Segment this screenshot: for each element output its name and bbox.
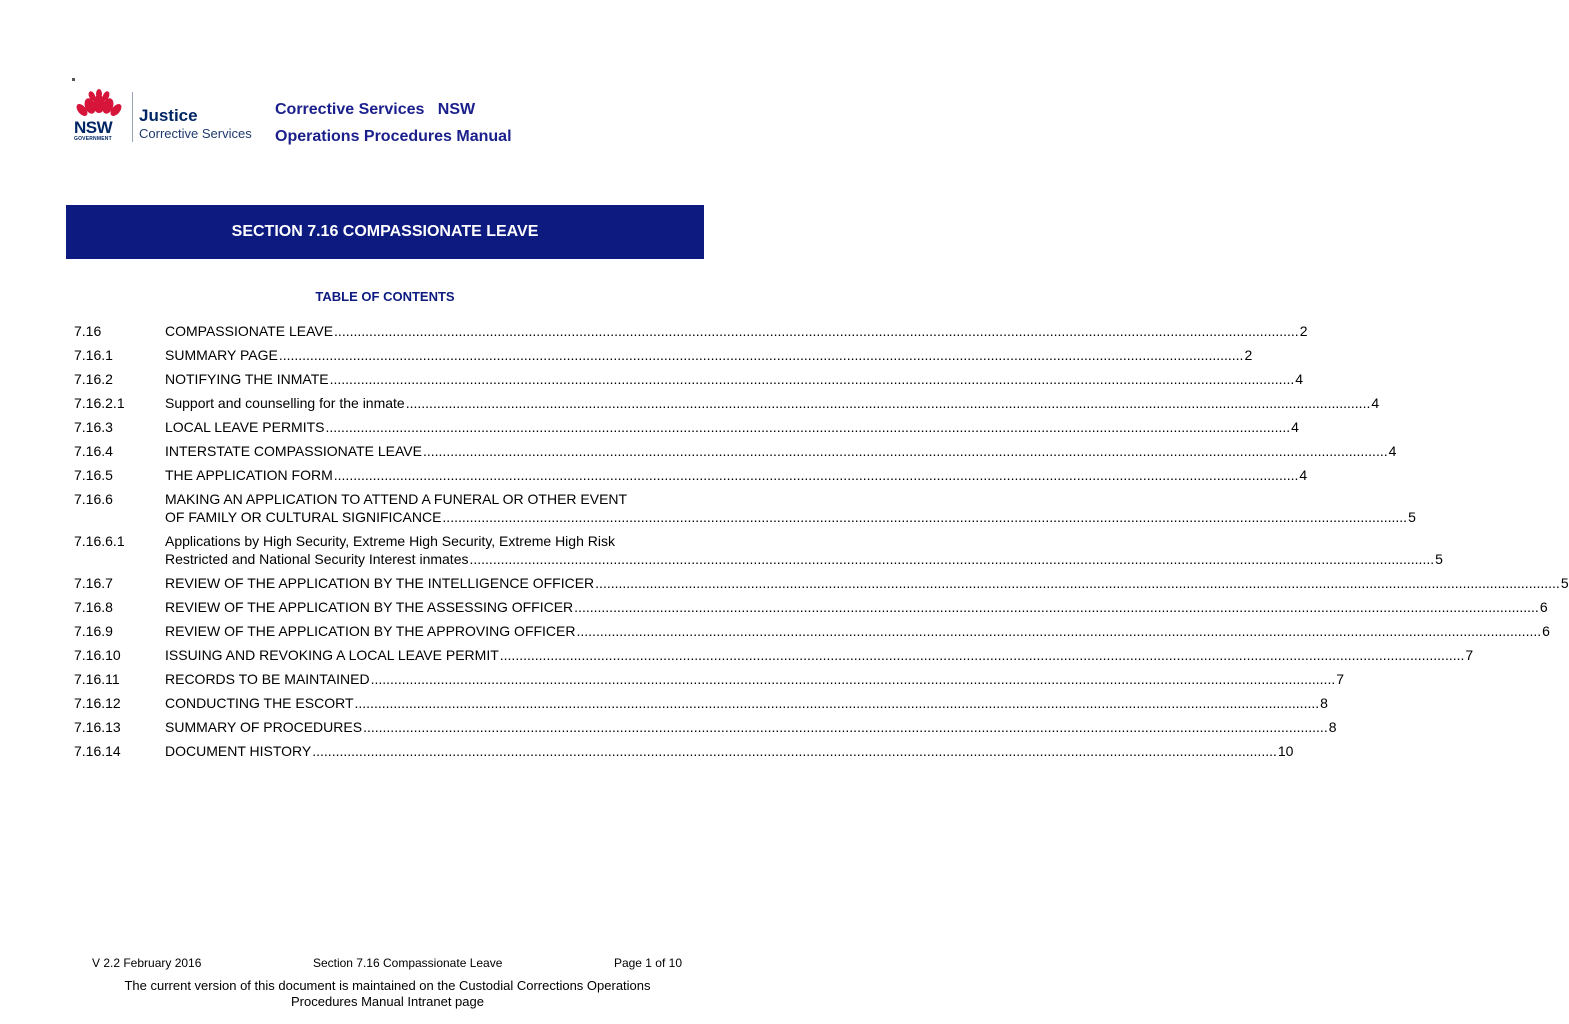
toc-entry-title: REVIEW OF THE APPLICATION BY THE APPROVING OFFICER — [165, 623, 576, 639]
toc-entry[interactable] — [74, 622, 1550, 640]
toc-entry-body — [165, 418, 1299, 436]
toc-entry-body — [165, 442, 1396, 460]
toc-entry-body — [165, 694, 1328, 712]
toc-entry-title: ISSUING AND REVOKING A LOCAL LEAVE PERMIT — [165, 647, 499, 663]
toc-entry[interactable] — [74, 532, 1443, 568]
toc-entry-number: 7.16.2.1 — [74, 395, 125, 411]
toc-entry[interactable] — [74, 322, 1308, 340]
toc-entry-title: LOCAL LEAVE PERMITS — [165, 419, 325, 435]
toc-entry-number: 7.16.2 — [74, 371, 113, 387]
toc-entry-number: 7.16.6.1 — [74, 533, 125, 549]
logo-divider — [132, 92, 133, 142]
toc-entry[interactable] — [74, 574, 1569, 592]
toc-entry-line — [165, 742, 1293, 760]
toc-entry-page: 5 — [1435, 551, 1443, 567]
footer-note: The current version of this document is maintained on the Custodial Corrections Operations Procedures Manual Intranet page — [124, 978, 651, 1009]
toc-leader-dots — [279, 346, 1244, 364]
toc-leader-dots — [500, 646, 1465, 664]
toc-leader-dots — [577, 622, 1542, 640]
toc-entry-number: 7.16 — [74, 323, 102, 339]
toc-entry-page: 4 — [1299, 467, 1308, 483]
toc-entry-title: OF FAMILY OR CULTURAL SIGNIFICANCE — [165, 509, 442, 525]
toc-leader-dots — [312, 742, 1277, 760]
toc-leader-dots — [574, 598, 1539, 616]
toc-entry-body — [165, 346, 1252, 364]
toc-entry-title: SUMMARY PAGE — [165, 347, 278, 363]
toc-entry[interactable] — [74, 670, 1345, 688]
toc-entry-line — [165, 442, 1396, 460]
toc-entry[interactable] — [74, 346, 1253, 364]
toc-entry[interactable] — [74, 646, 1474, 664]
toc-entry-line — [165, 322, 1307, 340]
toc-entry-title: INTERSTATE COMPASSIONATE LEAVE — [165, 443, 422, 459]
toc-entry-number: 7.16.3 — [74, 419, 113, 435]
toc-entry[interactable] — [74, 490, 1416, 526]
toc-entry-number: 7.16.12 — [74, 695, 121, 711]
logo-government-text: GOVERNMENT — [74, 136, 112, 142]
footer-page-number: Page 1 of 10 — [613, 956, 682, 970]
toc-entry-body — [165, 490, 1416, 526]
toc-entry-line — [165, 346, 1252, 364]
toc-entry-line — [165, 370, 1303, 388]
toc-entry-page: 8 — [1328, 719, 1337, 735]
toc-leader-dots — [469, 550, 1434, 568]
toc-entry-title: Restricted and National Security Interest inmates — [165, 551, 469, 567]
toc-entry-page: 8 — [1320, 695, 1328, 711]
toc-entry-line — [165, 508, 1416, 526]
toc-entry-page: 7 — [1336, 671, 1345, 687]
toc-entry-line — [165, 670, 1344, 688]
toc-entry-line — [165, 394, 1379, 412]
logo-justice-text: Justice — [139, 106, 198, 125]
toc-entry-number: 7.16.5 — [74, 467, 113, 483]
toc-entry-number: 7.16.9 — [74, 623, 113, 639]
toc-entry-title: COMPASSIONATE LEAVE — [165, 323, 334, 339]
toc-entry-number: 7.16.11 — [74, 671, 120, 687]
toc-entry-title: THE APPLICATION FORM — [165, 467, 333, 483]
toc-entry-line — [165, 574, 1569, 592]
toc-entry-number: 7.16.4 — [74, 443, 113, 459]
toc-entry[interactable] — [74, 370, 1304, 388]
table-of-contents — [74, 322, 1569, 766]
footer-version: V 2.2 February 2016 — [92, 956, 202, 970]
toc-entry-number: 7.16.13 — [74, 719, 121, 735]
toc-entry-number: 7.16.10 — [74, 647, 121, 663]
toc-entry[interactable] — [74, 394, 1380, 412]
toc-entry-page: 7 — [1465, 647, 1474, 663]
toc-leader-dots — [326, 418, 1291, 436]
toc-entry-body — [165, 742, 1293, 760]
toc-entry[interactable] — [74, 418, 1299, 436]
toc-leader-dots — [423, 442, 1388, 460]
toc-entry-page: 6 — [1539, 599, 1548, 615]
section-title: SECTION 7.16 COMPASSIONATE LEAVE — [231, 223, 539, 240]
toc-entry-number: 7.16.6 — [74, 491, 113, 507]
toc-entry[interactable] — [74, 442, 1397, 460]
toc-entry-number: 7.16.14 — [74, 743, 121, 759]
toc-entry-title: Support and counselling for the inmate — [165, 395, 405, 411]
toc-entry-title: NOTIFYING THE INMATE — [165, 371, 329, 387]
toc-entry-line — [165, 694, 1328, 712]
waratah-icon — [72, 88, 126, 120]
document-header — [275, 96, 512, 150]
toc-entry-body — [165, 598, 1548, 616]
toc-entry-line — [165, 646, 1473, 664]
toc-entry-title: DOCUMENT HISTORY — [165, 743, 312, 759]
toc-entry-line — [165, 598, 1548, 616]
toc-leader-dots — [406, 394, 1371, 412]
page-mark — [72, 78, 75, 81]
toc-leader-dots — [595, 574, 1560, 592]
toc-entry-title: MAKING AN APPLICATION TO ATTEND A FUNERAL OR OTHER EVENT — [165, 491, 628, 507]
toc-entry-number: 7.16.7 — [74, 575, 113, 591]
toc-heading: TABLE OF CONTENTS — [315, 289, 455, 304]
toc-leader-dots — [334, 322, 1299, 340]
toc-entry-body — [165, 532, 1443, 568]
toc-entry-page: 5 — [1560, 575, 1569, 591]
toc-entry[interactable] — [74, 718, 1337, 736]
toc-entry-title: Applications by High Security, Extreme High Security, Extreme High Risk — [165, 533, 615, 549]
toc-entry-body — [165, 670, 1344, 688]
toc-leader-dots — [355, 694, 1320, 712]
toc-entry-body — [165, 574, 1569, 592]
toc-entry-line — [165, 622, 1550, 640]
toc-entry-title: SUMMARY OF PROCEDURES — [165, 719, 363, 735]
toc-entry-line — [165, 550, 1443, 568]
toc-entry[interactable] — [74, 598, 1548, 616]
header-title-line2: Operations Procedures Manual — [275, 128, 512, 145]
toc-entry-body — [165, 622, 1550, 640]
toc-entry-body — [165, 370, 1303, 388]
toc-entry-title: REVIEW OF THE APPLICATION BY THE ASSESSING OFFICER — [165, 599, 574, 615]
toc-entry-number: 7.16.1 — [74, 347, 113, 363]
toc-entry-body — [165, 394, 1379, 412]
page-footer — [92, 956, 682, 970]
toc-entry-page: 2 — [1299, 323, 1308, 339]
toc-entry-number: 7.16.8 — [74, 599, 113, 615]
toc-leader-dots — [363, 718, 1328, 736]
toc-leader-dots — [371, 670, 1336, 688]
toc-entry-line — [165, 466, 1307, 484]
toc-leader-dots — [334, 466, 1299, 484]
footer-section: Section 7.16 Compassionate Leave — [312, 956, 503, 970]
toc-entry-line — [165, 718, 1337, 736]
toc-entry-page: 5 — [1408, 509, 1416, 525]
toc-entry-page: 4 — [1388, 443, 1397, 459]
toc-leader-dots — [442, 508, 1407, 526]
logo-nsw-text: NSW — [74, 118, 113, 137]
logo-corrective-services-text: Corrective Services — [139, 126, 252, 141]
header-title-line1: Corrective Services NSW — [275, 101, 476, 118]
toc-leader-dots — [330, 370, 1295, 388]
toc-entry-body — [165, 466, 1307, 484]
toc-entry[interactable] — [74, 466, 1308, 484]
toc-entry-page: 2 — [1244, 347, 1253, 363]
section-title-banner — [66, 205, 704, 259]
toc-entry-line — [165, 418, 1299, 436]
toc-entry-body — [165, 718, 1337, 736]
toc-entry-page: 4 — [1291, 419, 1299, 435]
nsw-justice-logo — [72, 88, 262, 144]
toc-entry[interactable] — [74, 694, 1328, 712]
toc-entry-page: 4 — [1371, 395, 1380, 411]
toc-entry-body — [165, 322, 1307, 340]
toc-entry-page: 4 — [1295, 371, 1304, 387]
toc-entry-page: 10 — [1277, 743, 1294, 759]
toc-entry-title: RECORDS TO BE MAINTAINED — [165, 671, 370, 687]
toc-entry[interactable] — [74, 742, 1294, 760]
toc-entry-title: CONDUCTING THE ESCORT — [165, 695, 354, 711]
toc-entry-body — [165, 646, 1473, 664]
toc-entry-page: 6 — [1542, 623, 1550, 639]
toc-entry-title: REVIEW OF THE APPLICATION BY THE INTELLIGENCE OFFICER — [165, 575, 595, 591]
